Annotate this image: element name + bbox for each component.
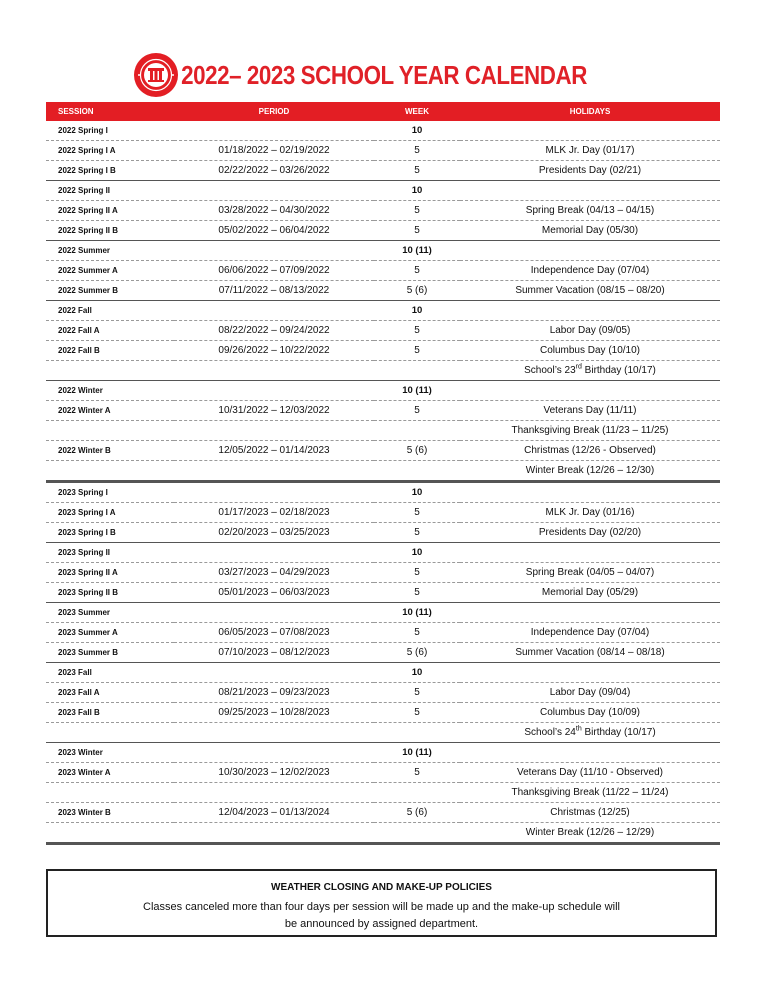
week-cell [374, 723, 460, 743]
session-cell: 2022 Spring II B [46, 221, 174, 241]
period-cell: 08/21/2023 – 09/23/2023 [174, 683, 374, 703]
table-row [46, 523, 720, 543]
period-cell: 01/18/2022 – 02/19/2022 [174, 141, 374, 161]
week-cell [374, 783, 460, 803]
table-row [46, 121, 720, 141]
table-row [46, 603, 720, 623]
table-row [46, 221, 720, 241]
week-cell: 10 [374, 301, 460, 321]
holiday-cell [460, 663, 720, 683]
session-cell: 2023 Winter A [46, 763, 174, 783]
session-cell: 2023 Spring II A [46, 563, 174, 583]
period-cell: 08/22/2022 – 09/24/2022 [174, 321, 374, 341]
period-cell: 03/27/2023 – 04/29/2023 [174, 563, 374, 583]
session-cell: 2023 Spring II B [46, 583, 174, 603]
period-cell [174, 181, 374, 201]
week-cell: 5 [374, 503, 460, 523]
period-cell [174, 301, 374, 321]
holiday-cell: Presidents Day (02/21) [460, 161, 720, 181]
session-cell [46, 361, 174, 381]
holiday-cell: Veterans Day (11/10 - Observed) [460, 763, 720, 783]
week-cell: 5 [374, 703, 460, 723]
week-cell: 5 (6) [374, 441, 460, 461]
table-row [46, 723, 720, 743]
table-row [46, 482, 720, 503]
table-row [46, 583, 720, 603]
session-cell: 2023 Summer [46, 603, 174, 623]
holiday-cell [460, 181, 720, 201]
session-cell: 2023 Spring I [46, 482, 174, 503]
table-row [46, 181, 720, 201]
session-cell: 2022 Spring II [46, 181, 174, 201]
week-cell [374, 823, 460, 844]
holiday-cell [460, 743, 720, 763]
holiday-cell [460, 121, 720, 141]
session-cell: 2023 Winter B [46, 803, 174, 823]
week-cell: 10 [374, 482, 460, 503]
period-cell: 06/05/2023 – 07/08/2023 [174, 623, 374, 643]
week-cell: 10 (11) [374, 603, 460, 623]
holiday-cell: Memorial Day (05/30) [460, 221, 720, 241]
session-cell: 2023 Fall [46, 663, 174, 683]
period-cell: 01/17/2023 – 02/18/2023 [174, 503, 374, 523]
week-cell: 5 [374, 261, 460, 281]
holiday-cell: Memorial Day (05/29) [460, 583, 720, 603]
holiday-cell [460, 482, 720, 503]
session-cell [46, 421, 174, 441]
week-cell: 5 [374, 321, 460, 341]
holiday-cell: Labor Day (09/05) [460, 321, 720, 341]
week-cell: 10 (11) [374, 381, 460, 401]
period-cell: 05/01/2023 – 06/03/2023 [174, 583, 374, 603]
session-cell: 2023 Fall A [46, 683, 174, 703]
week-cell: 5 [374, 523, 460, 543]
table-row [46, 281, 720, 301]
holiday-cell: Winter Break (12/26 – 12/30) [460, 461, 720, 482]
holiday-cell [460, 603, 720, 623]
week-cell: 5 [374, 763, 460, 783]
table-row [46, 261, 720, 281]
period-cell [174, 121, 374, 141]
table-row [46, 823, 720, 844]
session-cell: 2023 Spring II [46, 543, 174, 563]
week-cell: 10 [374, 121, 460, 141]
table-row [46, 703, 720, 723]
week-cell: 10 [374, 543, 460, 563]
period-cell: 09/25/2023 – 10/28/2023 [174, 703, 374, 723]
period-cell [174, 461, 374, 482]
period-cell: 06/06/2022 – 07/09/2022 [174, 261, 374, 281]
week-cell: 5 [374, 583, 460, 603]
period-cell [174, 381, 374, 401]
session-cell [46, 723, 174, 743]
holiday-text: School’s 24 [524, 727, 576, 738]
week-cell: 10 [374, 181, 460, 201]
week-cell: 5 [374, 201, 460, 221]
week-cell [374, 421, 460, 441]
policy-line-1: Classes canceled more than four days per session will be made up and the make-up schedule will [143, 901, 620, 913]
week-cell: 5 [374, 401, 460, 421]
holiday-cell: Spring Break (04/05 – 04/07) [460, 563, 720, 583]
session-cell: 2022 Fall [46, 301, 174, 321]
period-cell: 10/31/2022 – 12/03/2022 [174, 401, 374, 421]
table-row [46, 201, 720, 221]
school-calendar-table [46, 102, 720, 845]
week-cell: 5 [374, 563, 460, 583]
session-cell: 2022 Fall A [46, 321, 174, 341]
period-cell: 09/26/2022 – 10/22/2022 [174, 341, 374, 361]
policy-heading: WEATHER CLOSING AND MAKE-UP POLICIES [271, 882, 492, 893]
table-row [46, 663, 720, 683]
session-cell: 2022 Spring II A [46, 201, 174, 221]
holiday-cell: Thanksgiving Break (11/22 – 11/24) [460, 783, 720, 803]
table-row [46, 161, 720, 181]
table-row [46, 743, 720, 763]
holiday-cell: MLK Jr. Day (01/17) [460, 141, 720, 161]
session-cell: 2023 Summer A [46, 623, 174, 643]
table-row [46, 361, 720, 381]
week-cell: 5 [374, 341, 460, 361]
week-cell: 10 [374, 663, 460, 683]
holiday-cell: Winter Break (12/26 – 12/29) [460, 823, 720, 844]
table-row [46, 441, 720, 461]
session-cell: 2023 Summer B [46, 643, 174, 663]
column-header-week: WEEK [374, 102, 460, 121]
period-cell [174, 743, 374, 763]
holiday-cell [460, 241, 720, 261]
table-row [46, 623, 720, 643]
table-row [46, 141, 720, 161]
week-cell: 10 (11) [374, 241, 460, 261]
holiday-cell: Christmas (12/25) [460, 803, 720, 823]
holiday-cell: Summer Vacation (08/14 – 08/18) [460, 643, 720, 663]
session-cell: 2022 Winter B [46, 441, 174, 461]
holiday-text-tail: Birthday (10/17) [581, 365, 656, 376]
table-row [46, 301, 720, 321]
holiday-cell [460, 543, 720, 563]
table-row [46, 563, 720, 583]
table-header-row [46, 102, 720, 121]
period-cell: 07/10/2023 – 08/12/2023 [174, 643, 374, 663]
week-cell: 5 (6) [374, 281, 460, 301]
holiday-cell [460, 301, 720, 321]
week-cell: 5 (6) [374, 803, 460, 823]
holiday-cell: Columbus Day (10/10) [460, 341, 720, 361]
table-row [46, 401, 720, 421]
table-row [46, 783, 720, 803]
period-cell: 07/11/2022 – 08/13/2022 [174, 281, 374, 301]
session-cell: 2022 Summer B [46, 281, 174, 301]
session-cell [46, 783, 174, 803]
week-cell: 5 [374, 141, 460, 161]
policy-line-2: be announced by assigned department. [284, 918, 479, 930]
period-cell [174, 543, 374, 563]
period-cell [174, 482, 374, 503]
holiday-cell: Christmas (12/26 - Observed) [460, 441, 720, 461]
holiday-cell: Spring Break (04/13 – 04/15) [460, 201, 720, 221]
ordinal-suffix: th [575, 725, 582, 733]
table-row [46, 341, 720, 361]
holiday-cell: Presidents Day (02/20) [460, 523, 720, 543]
week-cell [374, 361, 460, 381]
session-cell: 2023 Spring I B [46, 523, 174, 543]
period-cell [174, 663, 374, 683]
period-cell [174, 421, 374, 441]
weather-policy-box [46, 869, 717, 937]
period-cell: 02/22/2022 – 03/26/2022 [174, 161, 374, 181]
period-cell: 02/20/2023 – 03/25/2023 [174, 523, 374, 543]
session-cell: 2022 Spring I A [46, 141, 174, 161]
holiday-cell: Veterans Day (11/11) [460, 401, 720, 421]
table-row [46, 321, 720, 341]
holiday-cell [460, 723, 720, 743]
period-cell [174, 241, 374, 261]
session-cell [46, 823, 174, 844]
period-cell [174, 783, 374, 803]
period-cell: 12/05/2022 – 01/14/2023 [174, 441, 374, 461]
table-row [46, 241, 720, 261]
period-cell: 12/04/2023 – 01/13/2024 [174, 803, 374, 823]
period-cell: 03/28/2022 – 04/30/2022 [174, 201, 374, 221]
period-cell: 10/30/2023 – 12/02/2023 [174, 763, 374, 783]
table-row [46, 421, 720, 441]
column-header-holidays: HOLIDAYS [460, 102, 720, 121]
period-cell [174, 723, 374, 743]
period-cell: 05/02/2022 – 06/04/2022 [174, 221, 374, 241]
week-cell: 5 [374, 623, 460, 643]
session-cell: 2022 Spring I B [46, 161, 174, 181]
policy-text [48, 899, 715, 933]
holiday-cell: MLK Jr. Day (01/16) [460, 503, 720, 523]
period-cell [174, 603, 374, 623]
holiday-cell: Labor Day (09/04) [460, 683, 720, 703]
session-cell: 2023 Spring I A [46, 503, 174, 523]
session-cell: 2022 Winter [46, 381, 174, 401]
holiday-cell: Columbus Day (10/09) [460, 703, 720, 723]
table-row [46, 381, 720, 401]
period-cell [174, 361, 374, 381]
holiday-cell: Summer Vacation (08/15 – 08/20) [460, 281, 720, 301]
holiday-cell [460, 361, 720, 381]
column-header-session: SESSION [46, 102, 174, 121]
week-cell: 5 [374, 221, 460, 241]
session-cell: 2022 Fall B [46, 341, 174, 361]
holiday-cell: Independence Day (07/04) [460, 623, 720, 643]
week-cell: 5 [374, 683, 460, 703]
table-row [46, 461, 720, 482]
holiday-text: School’s 23 [524, 365, 576, 376]
session-cell: 2022 Summer [46, 241, 174, 261]
holiday-cell: Thanksgiving Break (11/23 – 11/25) [460, 421, 720, 441]
holiday-text-tail: Birthday (10/17) [581, 727, 656, 738]
holiday-cell [460, 381, 720, 401]
week-cell: 5 (6) [374, 643, 460, 663]
week-cell [374, 461, 460, 482]
ordinal-suffix: rd [575, 363, 582, 371]
page-title: 2022– 2023 SCHOOL YEAR CALENDAR [181, 60, 587, 90]
session-cell [46, 461, 174, 482]
table-row [46, 543, 720, 563]
session-cell: 2023 Winter [46, 743, 174, 763]
table-row [46, 803, 720, 823]
session-cell: 2022 Spring I [46, 121, 174, 141]
week-cell: 10 (11) [374, 743, 460, 763]
table-row [46, 763, 720, 783]
session-cell: 2022 Summer A [46, 261, 174, 281]
table-row [46, 683, 720, 703]
session-cell: 2022 Winter A [46, 401, 174, 421]
week-cell: 5 [374, 161, 460, 181]
table-row [46, 503, 720, 523]
holiday-cell: Independence Day (07/04) [460, 261, 720, 281]
period-cell [174, 823, 374, 844]
column-header-period: PERIOD [174, 102, 374, 121]
table-row [46, 643, 720, 663]
session-cell: 2023 Fall B [46, 703, 174, 723]
